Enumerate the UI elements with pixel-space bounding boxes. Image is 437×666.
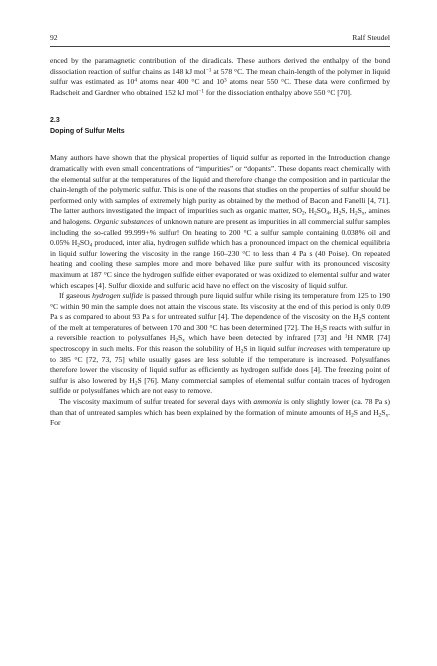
text-run: which have been detected by infrared [73] and (184, 333, 345, 343)
text-run: , H (329, 206, 339, 216)
paragraph-1 (50, 56, 390, 98)
page-number: 92 (50, 33, 58, 42)
subscript: x (385, 411, 389, 418)
subscript: 2 (175, 337, 179, 344)
section-number: 2.3 (50, 117, 60, 125)
subscript: 2 (338, 210, 342, 217)
body-text (50, 56, 390, 429)
text-run: atoms near 550 °C. These data were confirmed by Radscheit and Gardner who obtained 152 kJ mol (50, 77, 390, 97)
text-run: S (357, 206, 362, 216)
text-run: H NMR [74] spectroscopy in such melts. For this reason the solubility of H (50, 333, 391, 354)
subscript: 2 (358, 316, 362, 323)
text-run: S content of the melt at temperatures of between 170 and 300 °C has been determined [72]. The H (50, 312, 390, 332)
text-run: S in liquid sulfur (243, 344, 298, 354)
text-run: SO (79, 238, 90, 248)
italic-term: ammonia (253, 397, 282, 407)
italic-term: increases (297, 344, 327, 354)
text-run: produced, inter alia, hydrogen sulfide which has a pronounced impact on the chemical equilibria in liquid sulfur lowering the viscosity in the range 160–230 °C to less than 4 Pa s (40 Poise). On repeated heating and cooling these samples more and more behaved like pure sulfur with its pronounced viscosity maximum at 187 °C since the hydrogen sulfide either evaporated or was oxidized to elemental sulfur and water which escapes [4]. Sulfur dioxide and sulfuric acid have no effect on the viscosity of liquid sulfur. (50, 238, 391, 290)
superscript: 3 (223, 77, 227, 84)
subscript: 2 (240, 348, 244, 355)
text-run: S [76]. Many commercial samples of elemental sulfur contain traces of hydrogen sulfide or polysulfanes which are not easy to remove. (50, 375, 390, 396)
text-run: S and H (353, 407, 379, 417)
paragraph-4 (50, 397, 390, 429)
subscript: 2 (314, 210, 317, 217)
subscript: 4 (326, 210, 330, 217)
text-run: atoms near 400 °C and 10 (137, 77, 224, 87)
superscript: −1 (198, 88, 204, 95)
text-run: enced by the paramagnetic contribution of the diradicals. These authors derived the enthalpy of the bond dissociation reaction of sulfur chains as 148 kJ mol (50, 56, 390, 76)
header-rule (50, 46, 390, 47)
subscript: 2 (134, 380, 138, 387)
text-run: S (178, 333, 183, 343)
italic-term: hydrogen sulfide (92, 291, 143, 301)
superscript: 1 (344, 334, 348, 341)
text-run: S reacts with sulfur in a reversible reaction to polysulfanes H (50, 322, 390, 343)
subscript: 2 (378, 411, 382, 418)
running-head: Ralf Steudel (352, 33, 390, 42)
text-run: with temperature up to 385 °C [72, 73, 75] while usually gases are less soluble if the temperature is increased. Polysulfanes therefore lower the viscosity of liquid sulfur as efficiently as hydrogen sulfide does [4]. The freezing point of sulfur is also lowered by H (50, 344, 390, 385)
subscript: x (182, 337, 185, 344)
subscript: 2 (320, 327, 323, 334)
section-heading (50, 115, 390, 137)
text-run: for the dissociation enthalpy above 550 °C [70]. (203, 87, 352, 97)
paragraph-3 (50, 291, 390, 397)
text-run: at 578 °C. The mean chain-length of the polymer in liquid sulfur was estimated as 10 (50, 66, 390, 87)
text-run: is only slightly lower (ca. 78 Pa s) than that of untreated samples which has been explained by the formation of minute amounts of H (50, 397, 391, 417)
text-run: , H (304, 206, 315, 216)
text-run: of unknown nature are present as impurities in all commercial sulfur samples including the so-called 99.999+% sulfur! On heating to 200 °C a sulfur sample containing 0.038% oil and 0.05% H (50, 216, 390, 248)
superscript: −1 (205, 67, 212, 74)
superscript: 4 (134, 77, 138, 84)
text-run: The viscosity maximum of sulfur treated for several days with (59, 397, 254, 407)
paragraph-2 (50, 153, 390, 291)
subscript: x (361, 210, 365, 217)
text-run: . For (50, 407, 390, 428)
text-run: Many authors have shown that the physical properties of liquid sulfur as reported in the Introduction change dramatically with even small concentrations of “impurities” or “dopants”. These dopants react chemically with the elemental sulfur at the temperatures of the liquid and therefore change the composition and in particular the chain-length of the polymeric sulfur. This is one of the reasons that studies on the properties of sulfur should be performed only with samples of extremely high purity as obtained by the method of Bacon and Fanelli [4, 71]. The latter authors investigated the impact of impurities such as organic matter, SO (50, 153, 390, 216)
subscript: 2 (351, 411, 354, 418)
subscript: 4 (89, 242, 93, 249)
page-header (50, 32, 390, 44)
subscript: 2 (302, 210, 305, 217)
text-run: If gaseous (59, 291, 93, 301)
text-run: S (381, 407, 386, 417)
subscript: 2 (77, 242, 80, 249)
text-run: S, H (341, 206, 355, 216)
text-run: SO (316, 206, 327, 216)
text-run: , amines and halogens. (50, 206, 391, 226)
subscript: 2 (354, 210, 358, 217)
text-run: is passed through pure liquid sulfur while rising its temperature from 125 to 190 °C within 90 min the sample does not attain the viscous state. Its viscosity at the end of this period is only 0.09 Pa s as compared to about 93 Pa s for untreated sulfur [4]. The dependence of the viscosity on the H (50, 291, 390, 322)
section-title: Doping of Sulfur Melts (50, 128, 125, 136)
italic-term: Organic substances (93, 216, 154, 226)
